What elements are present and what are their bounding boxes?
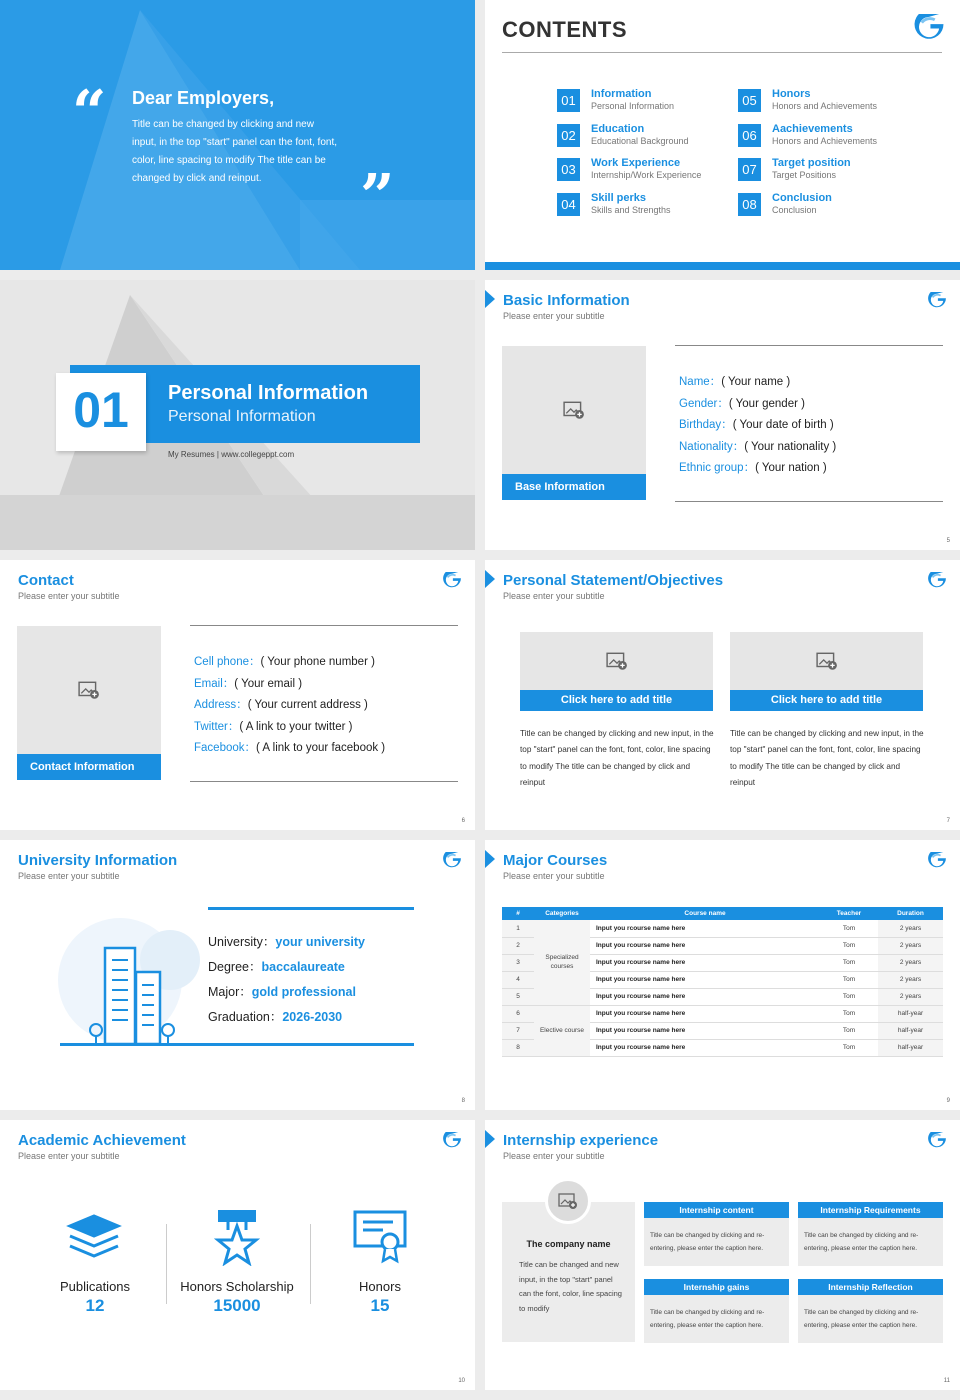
info-field — [679, 458, 859, 480]
contact-fields — [194, 652, 458, 760]
company-name: The company name — [526, 1239, 611, 1249]
info-field — [194, 652, 458, 674]
course-name-cell[interactable]: Input you rcourse name here — [590, 988, 820, 1005]
duration-cell[interactable]: 2 years — [878, 937, 943, 954]
logo-icon — [443, 852, 461, 868]
table-header-row — [502, 907, 943, 920]
slide-title: Major Courses — [503, 852, 608, 869]
duration-cell[interactable]: 2 years — [878, 988, 943, 1005]
slide-title: Personal Statement/Objectives — [503, 572, 724, 589]
title-marker — [485, 850, 495, 868]
row-index: 5 — [502, 988, 534, 1005]
slide-title: Basic Information — [503, 292, 630, 309]
field-label: Birthday： — [679, 419, 733, 431]
info-field — [679, 372, 859, 394]
internship-box-title[interactable]: Internship gains — [644, 1279, 789, 1295]
slide-basic-information[interactable] — [485, 280, 960, 550]
slide-subtitle: Please enter your subtitle — [503, 311, 605, 321]
stat-label: Publications — [59, 1279, 131, 1294]
contents-item-title[interactable]: Work Experience — [591, 157, 681, 169]
contents-item-subtitle: Honors and Achievements — [772, 135, 878, 146]
slide-title: Contact — [18, 572, 74, 589]
title-marker — [485, 290, 495, 308]
table-header-cell: Duration — [878, 907, 943, 920]
card-text: Title can be changed by clicking and new input, in the top "start" panel can the font, font, color, line spacing to modify The title can be changed by click and reinput — [730, 729, 924, 787]
logo-icon — [443, 1132, 461, 1148]
add-image-icon — [816, 651, 838, 671]
course-name-cell[interactable]: Input you rcourse name here — [590, 1005, 820, 1022]
title-marker — [485, 1130, 495, 1148]
contents-item-subtitle: Personal Information — [591, 101, 675, 111]
duration-cell[interactable]: 2 years — [878, 971, 943, 988]
table-row — [502, 920, 943, 937]
slide-academic-achievement[interactable] — [0, 1120, 475, 1390]
courses-table — [502, 907, 943, 1057]
slide-section-divider[interactable] — [0, 280, 475, 550]
contents-item-title[interactable]: Aachievements — [772, 122, 853, 135]
course-name-cell[interactable]: Input you rcourse name here — [590, 920, 820, 937]
company-text: Title can be changed and new input, in the top "start" panel can the font, color, line spacing to modify — [519, 1260, 622, 1313]
field-label: Gender： — [679, 397, 729, 410]
contents-item-subtitle: Skills and Strengths — [591, 204, 671, 215]
stat-value: 15000 — [213, 1296, 261, 1315]
add-image-icon — [606, 651, 628, 671]
contents-item-subtitle: Educational Background — [591, 135, 689, 146]
logo-icon — [914, 14, 944, 40]
row-label: Major： — [208, 985, 252, 999]
add-image-icon — [558, 1192, 578, 1210]
row-value[interactable]: baccalaureate — [261, 960, 345, 974]
table-header-cell: # — [502, 907, 534, 920]
teacher-cell[interactable]: Tom — [820, 937, 878, 954]
card-title-button[interactable]: Click here to add title — [730, 690, 923, 711]
duration-cell[interactable]: half-year — [878, 1005, 943, 1022]
stat-label: Honors Scholarship — [180, 1279, 294, 1294]
info-field — [679, 415, 859, 437]
teacher-cell[interactable]: Tom — [820, 1039, 878, 1056]
divider-bottom — [190, 781, 458, 782]
university-row — [208, 955, 365, 980]
table-header-cell: Teacher — [820, 907, 878, 920]
divider-top — [190, 625, 458, 626]
photo-placeholder[interactable] — [502, 346, 646, 474]
field-label: Address： — [194, 699, 248, 711]
section-footer: My Resumes | www.collegeppt.com — [168, 450, 295, 459]
internship-box-body — [798, 1218, 943, 1266]
slide-body: Title can be changed by clicking and new input, in the top "start" panel can the font, font, color, line spacing to modify The title can be changed by click and reinput. — [132, 119, 338, 184]
field-value[interactable]: ( Your current address ) — [247, 699, 368, 711]
basic-fields — [679, 372, 859, 480]
row-index: 6 — [502, 1005, 534, 1022]
category-cell: Specialized courses — [534, 920, 590, 1005]
contents-item-title[interactable]: Skill perks — [591, 191, 647, 204]
title-marker — [485, 570, 495, 588]
slide-title: Internship experience — [503, 1132, 659, 1149]
field-label: Email： — [194, 677, 235, 690]
contents-title: CONTENTS — [502, 17, 627, 42]
logo-icon — [928, 1132, 946, 1148]
title-underline — [502, 52, 942, 53]
card-image-placeholder[interactable] — [730, 632, 923, 690]
field-value[interactable]: ( Your date of birth ) — [732, 419, 834, 431]
row-index: 2 — [502, 937, 534, 954]
category-cell: Elective course — [534, 1005, 590, 1056]
stat-value: 15 — [370, 1296, 390, 1315]
field-value[interactable]: ( Your email ) — [234, 677, 303, 690]
row-value[interactable]: your university — [275, 935, 365, 949]
university-rows — [208, 930, 365, 1030]
logo-icon — [928, 292, 946, 308]
page-number: 6 — [461, 818, 465, 824]
row-index: 7 — [502, 1022, 534, 1039]
section-subtitle: Personal Information — [168, 408, 316, 425]
internship-box-body — [644, 1295, 789, 1343]
course-name-cell[interactable]: Input you rcourse name here — [590, 937, 820, 954]
contents-item-title[interactable]: Education — [591, 122, 645, 135]
duration-cell[interactable]: half-year — [878, 1039, 943, 1056]
info-bottom-line — [60, 1043, 414, 1046]
divider-top — [675, 345, 943, 346]
slide-heading: Dear Employers, — [132, 88, 275, 108]
contents-item-number: 05 — [738, 89, 761, 112]
university-building-illustration — [50, 910, 220, 1050]
contents-item-number: 02 — [557, 124, 580, 147]
section-title: Personal Information — [168, 382, 369, 404]
slide-university-information[interactable] — [0, 840, 475, 1110]
divider-bottom — [675, 501, 943, 502]
row-label: Degree： — [208, 960, 262, 974]
slide-contents[interactable] — [485, 0, 960, 270]
slide-title: University Information — [18, 852, 178, 869]
contents-item-title[interactable]: Information — [591, 88, 652, 100]
company-logo-placeholder[interactable] — [545, 1178, 591, 1224]
row-label: University： — [208, 935, 276, 949]
slide-dear-employers[interactable] — [0, 0, 475, 270]
info-field — [194, 717, 458, 739]
duration-cell[interactable]: half-year — [878, 1022, 943, 1039]
internship-box-body — [644, 1218, 789, 1266]
row-value[interactable]: gold professional — [251, 985, 356, 999]
field-label: Cell phone： — [194, 656, 261, 668]
info-field — [194, 695, 458, 717]
field-value[interactable]: ( Your gender ) — [728, 397, 805, 410]
row-index: 3 — [502, 954, 534, 971]
field-label: Nationality： — [679, 440, 745, 453]
info-field — [679, 394, 859, 416]
internship-box-text: Title can be changed by clicking and re-entering, please enter the caption here. — [650, 1309, 765, 1329]
field-value[interactable]: ( Your phone number ) — [260, 656, 375, 668]
add-image-icon — [78, 680, 100, 700]
info-field — [194, 738, 458, 760]
field-label: Facebook： — [194, 742, 257, 754]
table-row — [502, 1005, 943, 1022]
duration-cell[interactable]: 2 years — [878, 954, 943, 971]
contents-item-title[interactable]: Honors — [772, 88, 811, 100]
contents-item-number: 03 — [557, 158, 580, 181]
contents-item-number: 08 — [738, 193, 761, 216]
field-label: Name： — [679, 376, 722, 388]
university-row — [208, 1005, 365, 1030]
internship-box-title[interactable]: Internship Reflection — [798, 1279, 943, 1295]
photo-label: Contact Information — [17, 754, 161, 780]
open-quote-mark: “ — [72, 78, 107, 148]
stat-value: 12 — [85, 1296, 105, 1315]
contents-item-number: 01 — [557, 89, 580, 112]
stat-label: Honors — [359, 1279, 401, 1294]
slide-internship-experience[interactable] — [485, 1120, 960, 1390]
page-number: 5 — [946, 538, 950, 544]
info-field — [679, 437, 859, 459]
teacher-cell[interactable]: Tom — [820, 988, 878, 1005]
slide-subtitle: Please enter your subtitle — [503, 871, 605, 881]
contents-item-number: 06 — [738, 124, 761, 147]
field-label: Twitter： — [194, 720, 240, 733]
photo-placeholder[interactable] — [17, 626, 161, 754]
duration-cell[interactable]: 2 years — [878, 920, 943, 937]
row-label: Graduation： — [208, 1010, 283, 1024]
certificate-icon — [352, 1208, 408, 1264]
slide-subtitle: Please enter your subtitle — [503, 591, 605, 601]
slide-personal-statement[interactable] — [485, 560, 960, 830]
internship-box-title[interactable]: Internship content — [644, 1202, 789, 1218]
contents-item-subtitle: Target Positions — [772, 170, 837, 180]
teacher-cell[interactable]: Tom — [820, 1022, 878, 1039]
bottom-accent-bar — [485, 262, 960, 270]
contents-item-subtitle: Internship/Work Experience — [591, 170, 702, 180]
page-number: 8 — [461, 1098, 465, 1104]
slide-subtitle: Please enter your subtitle — [18, 871, 120, 881]
course-name-cell[interactable]: Input you rcourse name here — [590, 1039, 820, 1056]
teacher-cell[interactable]: Tom — [820, 1005, 878, 1022]
course-name-cell[interactable]: Input you rcourse name here — [590, 954, 820, 971]
field-value[interactable]: ( A link to your facebook ) — [256, 742, 386, 754]
row-index: 4 — [502, 971, 534, 988]
teacher-cell[interactable]: Tom — [820, 971, 878, 988]
internship-box-body — [798, 1295, 943, 1343]
page-number: 7 — [946, 818, 950, 824]
logo-icon — [443, 572, 461, 588]
card-text: Title can be changed by clicking and new input, in the top "start" panel can the font, font, color, line spacing to modify The title can be changed by click and reinput — [520, 729, 714, 787]
field-label: Ethnic group： — [679, 462, 756, 474]
contents-item-number: 07 — [738, 158, 761, 181]
course-name-cell[interactable]: Input you rcourse name here — [590, 971, 820, 988]
section-number: 01 — [73, 382, 129, 438]
table-header-cell: Course name — [590, 907, 820, 920]
course-name-cell[interactable]: Input you rcourse name here — [590, 1022, 820, 1039]
slide-title: Academic Achievement — [18, 1132, 186, 1149]
university-row — [208, 930, 365, 955]
logo-icon — [928, 852, 946, 868]
slide-subtitle: Please enter your subtitle — [18, 591, 120, 601]
card-title-button[interactable]: Click here to add title — [520, 690, 713, 711]
page-number: 11 — [943, 1378, 950, 1384]
photo-label: Base Information — [502, 474, 646, 500]
slide-contact[interactable] — [0, 560, 475, 830]
contents-item-subtitle: Conclusion — [772, 204, 817, 215]
slide-major-courses[interactable] — [485, 840, 960, 1110]
contents-item-title[interactable]: Conclusion — [772, 191, 832, 204]
teacher-cell[interactable]: Tom — [820, 920, 878, 937]
internship-box-title[interactable]: Internship Requirements — [798, 1202, 943, 1218]
page-number: 10 — [458, 1378, 465, 1384]
slide-subtitle: Please enter your subtitle — [503, 1151, 605, 1161]
field-value[interactable]: ( A link to your twitter ) — [239, 720, 353, 733]
teacher-cell[interactable]: Tom — [820, 954, 878, 971]
contents-item-title[interactable]: Target position — [772, 157, 851, 169]
contents-item-subtitle: Honors and Achievements — [772, 101, 878, 111]
add-image-icon — [563, 400, 585, 420]
field-value[interactable]: ( Your name ) — [721, 376, 791, 388]
table-header-cell: Categories — [534, 907, 590, 920]
page-number: 9 — [946, 1098, 950, 1104]
row-value[interactable]: 2026-2030 — [282, 1010, 343, 1024]
field-value[interactable]: ( Your nationality ) — [744, 440, 837, 453]
row-index: 8 — [502, 1039, 534, 1056]
close-quote-mark: ” — [360, 162, 395, 232]
logo-icon — [928, 572, 946, 588]
field-value[interactable]: ( Your nation ) — [755, 462, 827, 474]
internship-box-text: Title can be changed by clicking and re-entering, please enter the caption here. — [804, 1232, 919, 1252]
contents-item-number: 04 — [557, 193, 580, 216]
medal-icon — [214, 1208, 260, 1266]
internship-box-text: Title can be changed by clicking and re-entering, please enter the caption here. — [804, 1309, 919, 1329]
card-image-placeholder[interactable] — [520, 632, 713, 690]
slide-subtitle: Please enter your subtitle — [18, 1151, 120, 1161]
row-index: 1 — [502, 920, 534, 937]
info-top-line — [208, 907, 414, 910]
university-row — [208, 980, 365, 1005]
info-field — [194, 674, 458, 696]
books-icon — [66, 1212, 124, 1260]
internship-box-text: Title can be changed by clicking and re-entering, please enter the caption here. — [650, 1232, 765, 1252]
